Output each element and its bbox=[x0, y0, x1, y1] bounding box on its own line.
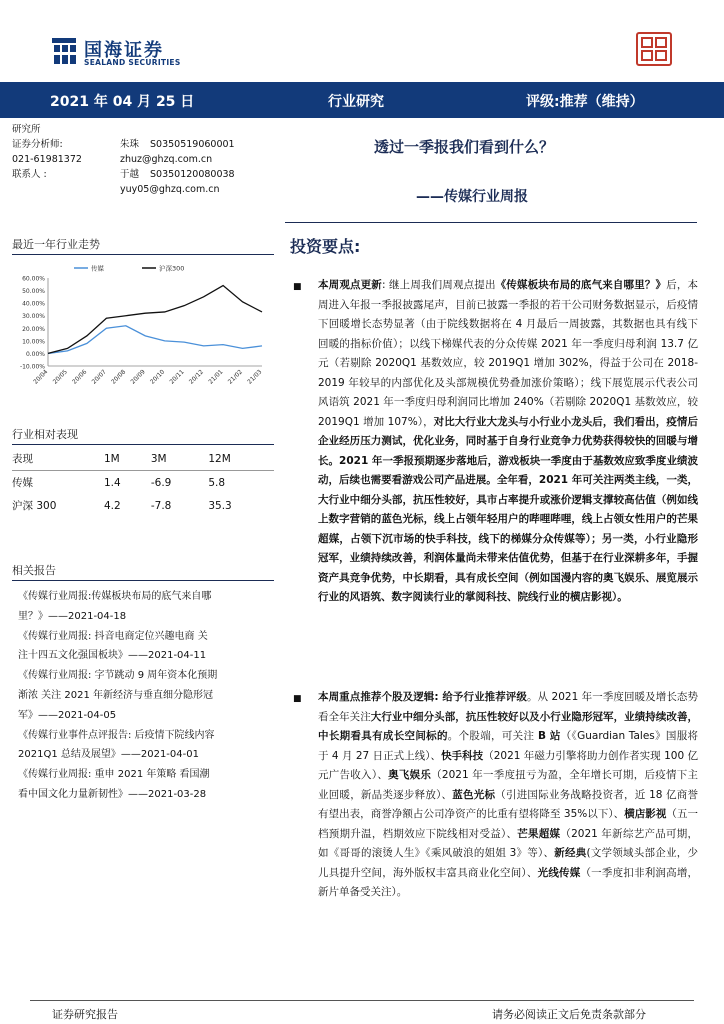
y-tick-label: 50.00% bbox=[22, 288, 45, 296]
x-tick-label: 20/12 bbox=[187, 368, 206, 386]
performance-section-title: 行业相对表现 bbox=[12, 426, 274, 445]
seal-stamp-icon bbox=[636, 32, 672, 66]
related-report-line[interactable]: 《传媒行业周报: 重申 2021 年策略 看国潮 bbox=[18, 769, 210, 781]
paragraph-segment: 蓝色光标 bbox=[452, 788, 496, 801]
y-tick-label: 40.00% bbox=[22, 300, 45, 308]
investment-paragraph-2 bbox=[318, 688, 698, 903]
table-cell: 5.8 bbox=[208, 476, 226, 489]
paragraph-segment: 。从 2021 年一季度回暖及增长态势看全年关注 bbox=[318, 691, 698, 723]
paragraph-segment: 《传媒板块布局的底气来自哪里？》 bbox=[495, 279, 667, 291]
legend-label: 传媒 bbox=[91, 264, 104, 273]
contact-row bbox=[12, 152, 274, 167]
related-reports-section bbox=[12, 562, 274, 805]
relative-performance-section bbox=[12, 426, 274, 517]
divider bbox=[285, 222, 697, 223]
trend-chart-svg bbox=[12, 258, 274, 404]
x-tick-label: 21/01 bbox=[207, 368, 225, 386]
contact-row bbox=[12, 167, 274, 182]
paragraph-segment: 对比大行业大龙头与小行业小龙头后，我们看出，疫情后企业经历压力测试，优化业务，同时基于自身行业竞争力优势获得较快的回暖与增长。2021 年一季报预期逐步落地后，游戏板块一季度由于基数效应致季度业绩波动，后续也需要看游戏公司产品进展。全年看，2021 年可关注两类主线，一类，大行业中细分头部，抗压性较好，具市占率提升或涨价逻辑支撑较高估值（例如线上数字营销的蓝色光标，线上占领年轻用户的哔哩哔哩，线上占领女性用户的芒果超媒，占领下沉市场的快手科技，线下的梯媒分众传媒等）；另一类，小行业隐形冠军，业绩持续改善，利润体量尚未带来估值优势，但基于在行业深耕多年，手握资产具竞争优势，中长期看，具有成长空间（例如国漫内容的奥飞娱乐、展览展示行业的风语筑、数字阅读行业的掌阅科技、院线行业的横店影视）。 bbox=[318, 415, 698, 603]
header-cell: 12M bbox=[208, 447, 274, 471]
related-report-line[interactable]: 看中国文化力量新韧性》——2021-03-28 bbox=[18, 788, 207, 800]
paragraph-segment: 大行业中细分头部，抗压性较好以及小行业隐形冠军，业绩持续改善，中长期看具有成长空间标的 bbox=[318, 710, 699, 742]
series-line-hs300 bbox=[48, 286, 262, 354]
report-rating: 评级:推荐（维持） bbox=[526, 94, 644, 110]
related-report-line[interactable]: 注十四五文化强国板块》——2021-04-11 bbox=[18, 650, 207, 662]
chart-section-title: 最近一年行业走势 bbox=[12, 236, 274, 255]
report-subtitle: ——传媒行业周报 bbox=[416, 189, 528, 205]
table-cell: 35.3 bbox=[208, 499, 232, 512]
table-cell: -7.8 bbox=[150, 499, 172, 512]
related-report-line[interactable]: 军》——2021-04-05 bbox=[18, 709, 117, 721]
table-cell: 沪深 300 bbox=[12, 500, 57, 512]
table-header-row bbox=[12, 447, 274, 471]
footer-divider bbox=[30, 1000, 694, 1001]
paragraph-segment: 新经典 bbox=[554, 847, 587, 859]
paragraph-segment: （一季度扣非利润高增，新片单备受关注）。 bbox=[318, 866, 699, 898]
paragraph-segment: （2021 年新综艺产品可期，如《哥哥的滚烫人生》《乘风破浪的姐姐 3》等）、 bbox=[318, 827, 699, 859]
y-tick-label: 30.00% bbox=[22, 313, 45, 321]
x-tick-label: 20/11 bbox=[168, 368, 186, 386]
contact-id: S0350120080038 bbox=[150, 169, 235, 180]
paragraph-segment: 奥飞娱乐 bbox=[388, 769, 432, 781]
contact-role: 联系人 : bbox=[12, 169, 47, 180]
x-tick-label: 21/03 bbox=[246, 368, 264, 386]
y-tick-label: 60.00% bbox=[22, 275, 45, 283]
paragraph-segment: （五一档预期升温，档期效应下院线相对受益）、 bbox=[318, 808, 698, 840]
table-cell: 传媒 bbox=[12, 477, 33, 489]
report-type: 行业研究 bbox=[328, 94, 384, 110]
footer-disclaimer: 请务必阅读正文后免责条款部分 bbox=[492, 1008, 646, 1021]
related-report-line[interactable]: 《传媒行业事件点评报告: 后疫情下院线内容 bbox=[18, 729, 215, 741]
paragraph-segment: (文学领域头部企业，少儿具提升空间，海外版权丰富具商业化空间）、 bbox=[318, 847, 698, 879]
contact-id: S0350519060001 bbox=[150, 139, 235, 150]
contact-name: 于越 bbox=[120, 169, 140, 180]
report-title: 透过一季报我们看到什么？ bbox=[374, 138, 555, 156]
contact-name: 朱珠 bbox=[120, 139, 140, 150]
company-logo bbox=[50, 36, 210, 68]
trend-chart bbox=[12, 258, 274, 404]
related-section-title: 相关报告 bbox=[12, 562, 274, 581]
y-tick-label: 0.00% bbox=[25, 350, 45, 358]
paragraph-segment: : 给予行业推荐评级 bbox=[434, 691, 527, 703]
logo-name-en: SEALAND SECURITIES bbox=[84, 58, 181, 67]
x-tick-label: 20/07 bbox=[90, 368, 108, 386]
performance-table bbox=[12, 447, 274, 517]
x-tick-label: 20/10 bbox=[148, 368, 167, 386]
footer-label: 证券研究报告 bbox=[52, 1008, 118, 1021]
related-report-line[interactable]: 渐浓 关注 2021 年新经济与垂直细分隐形冠 bbox=[18, 689, 213, 701]
table-cell: 1.4 bbox=[104, 476, 121, 489]
contact-phone: 021-61981372 bbox=[12, 154, 82, 165]
paragraph-segment: 后，本周进入年报一季报披露尾声，目前已披露一季报的若干公司财务数据显示，后疫情下回暖增长态势显著（由于院线数据将在 4 月最后一周披露，其数据也具有线下回暖的指标价值）；以线下梯媒代表的分众传媒 2021 年一季度归母利润 13.7 亿元（若剔除 2020Q1 基数效应，较 2019Q1 增加 302%，得益于公司在 2018-2019 年较早的内部优化及头部规模优势叠加涨价策略）；线下展览展示代表公司风语筑 2021 年一季度归母利润同比增加 240%（若剔除 2020Q1 基数效应，较 2019Q1 增加 107%）， bbox=[318, 279, 699, 428]
contact-role: 证券分析师: bbox=[12, 139, 63, 150]
bullet-icon: ■ bbox=[293, 694, 302, 704]
paragraph-segment: : 继上周我们周观点提出 bbox=[381, 279, 496, 291]
bullet-icon: ■ bbox=[293, 282, 302, 292]
contact-email[interactable]: yuy05@ghzq.com.cn bbox=[120, 184, 220, 195]
paragraph-segment: （2021 年磁力引擎将助力创作者实现 100 亿元广告收入）、 bbox=[318, 749, 698, 781]
x-tick-label: 21/02 bbox=[226, 368, 244, 386]
related-report-list bbox=[12, 587, 274, 805]
paragraph-segment: B 站 bbox=[537, 730, 561, 742]
investment-points-title: 投资要点: bbox=[290, 237, 361, 256]
related-report-line[interactable]: 《传媒行业周报:传媒板块布局的底气来自哪 bbox=[18, 591, 212, 602]
report-date: 2021 年 04 月 25 日 bbox=[50, 94, 195, 110]
table-cell: -6.9 bbox=[150, 476, 172, 489]
contact-row bbox=[12, 137, 274, 152]
x-tick-label: 20/08 bbox=[110, 368, 128, 386]
paragraph-segment: （引进国际业务战略投资者，近 18 亿商誉有望出表，商誉净额占公司净资产的比重有望将降至 35%以下）、 bbox=[318, 788, 698, 820]
x-tick-label: 20/06 bbox=[71, 368, 89, 386]
paragraph-segment: 。个股端，可关注 bbox=[447, 730, 538, 742]
related-report-line[interactable]: 《传媒行业周报: 字节跳动 9 周年资本化预期 bbox=[18, 670, 218, 682]
org-label: 研究所 bbox=[12, 124, 41, 135]
contact-row bbox=[12, 182, 274, 197]
paragraph-segment: 横店影视 bbox=[624, 808, 667, 820]
logo-name-cn: 国海证券 bbox=[84, 40, 164, 61]
related-report-line[interactable]: 2021Q1 总结及展望》——2021-04-01 bbox=[18, 749, 199, 761]
x-tick-label: 20/04 bbox=[32, 368, 50, 386]
table-row bbox=[12, 494, 274, 517]
header-cell: 3M bbox=[151, 447, 209, 471]
table-row bbox=[12, 471, 274, 495]
header-cell: 1M bbox=[104, 447, 151, 471]
header-cell: 表现 bbox=[12, 447, 104, 471]
x-tick-label: 20/09 bbox=[129, 368, 147, 386]
paragraph-segment: 光线传媒 bbox=[537, 866, 581, 879]
sealand-logo-icon bbox=[50, 36, 78, 66]
investment-paragraph-1 bbox=[318, 276, 698, 608]
paragraph-segment: 芒果超媒 bbox=[517, 827, 561, 840]
table-cell: 4.2 bbox=[104, 499, 121, 512]
y-tick-label: -10.00% bbox=[19, 363, 45, 371]
contact-email[interactable]: zhuz@ghzq.com.cn bbox=[120, 154, 213, 165]
legend-label: 沪深300 bbox=[159, 264, 185, 273]
paragraph-segment: 本周观点更新 bbox=[318, 279, 382, 291]
related-report-line[interactable]: 里？》——2021-04-18 bbox=[18, 610, 127, 622]
y-tick-label: 20.00% bbox=[22, 325, 45, 333]
paragraph-segment: 本周重点推荐个股及逻辑 bbox=[318, 691, 435, 703]
x-tick-label: 20/05 bbox=[51, 368, 69, 386]
paragraph-segment: （《Guardian Tales》国服将于 4 月 27 日正式上线）、 bbox=[318, 730, 699, 762]
related-report-line[interactable]: 《传媒行业周报: 抖音电商定位兴趣电商 关 bbox=[18, 630, 208, 642]
y-tick-label: 10.00% bbox=[22, 338, 45, 346]
paragraph-segment: （2021 年一季度扭亏为盈，全年增长可期，后疫情下主业回暖，新品类逐步释放）、 bbox=[318, 769, 699, 801]
header-banner bbox=[0, 82, 724, 118]
paragraph-segment: 快手科技 bbox=[441, 749, 484, 762]
